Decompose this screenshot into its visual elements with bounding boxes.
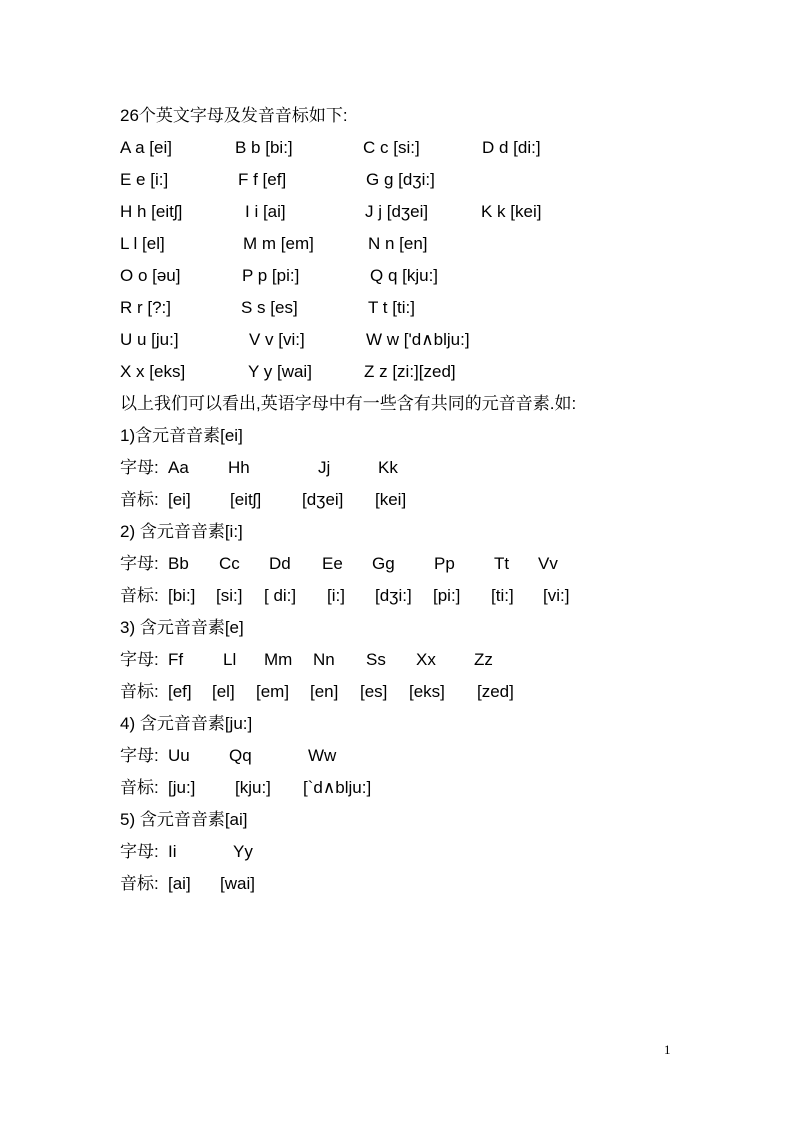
alphabet-entry: S s [es] [241,298,298,317]
alphabet-entry: C c [si:] [363,138,420,157]
alphabet-entry: O o [əu] [120,266,181,285]
alphabet-entry: E e [i:] [120,170,169,189]
phonetic: [`d∧blju:] [303,778,372,797]
phonetic: [ti:] [491,586,514,605]
letter-pair: Vv [538,554,558,573]
group-heading: 3) 含元音音素[e] [120,618,244,637]
letter-pair: Ss [366,650,386,669]
phonetic: [dʒei] [302,490,344,509]
letter-pair: Qq [229,746,252,765]
letter-pair: Ee [322,554,343,573]
alphabet-entry: N n [en] [368,234,428,253]
group-heading: 1)含元音音素[ei] [120,426,243,445]
phonetic: [i:] [327,586,345,605]
letter-pair: Jj [318,458,331,477]
letter-pair: Bb [168,554,189,573]
observation-text: 以上我们可以看出,英语字母中有一些含有共同的元音音素.如: [120,394,577,413]
alphabet-entry: T t [ti:] [368,298,415,317]
phonetics-label: 音标: [120,682,159,701]
alphabet-entry: A a [ei] [120,138,172,157]
phonetic: [bi:] [168,586,196,605]
letter-pair: Pp [434,554,455,573]
phonetic: [si:] [216,586,243,605]
alphabet-entry: V v [vi:] [249,330,305,349]
phonetic: [dʒi:] [375,586,412,605]
alphabet-entry: R r [?:] [120,298,172,317]
alphabet-entry: D d [di:] [482,138,541,157]
group-heading: 2) 含元音音素[i:] [120,522,243,541]
letter-pair: Hh [228,458,250,477]
letters-label: 字母: [120,554,159,573]
letter-pair: Ll [223,650,237,669]
phonetics-label: 音标: [120,586,159,605]
letters-label: 字母: [120,458,159,477]
phonetic: [ di:] [264,586,297,605]
intro-text: 26个英文字母及发音音标如下: [120,106,348,125]
letter-pair: Tt [494,554,510,573]
group-heading: 5) 含元音音素[ai] [120,810,248,829]
letter-pair: Ii [168,842,177,861]
letter-pair: Yy [233,842,253,861]
alphabet-entry: L l [el] [120,234,165,253]
letter-pair: Kk [378,458,398,477]
phonetics-label: 音标: [120,778,159,797]
group-heading: 4) 含元音音素[ju:] [120,714,253,733]
letter-pair: Xx [416,650,436,669]
letter-pair: Gg [372,554,395,573]
phonetic: [vi:] [543,586,570,605]
phonetic: [kju:] [235,778,271,797]
phonetics-label: 音标: [120,874,159,893]
letters-label: 字母: [120,842,159,861]
alphabet-entry: Y y [wai] [248,362,312,381]
alphabet-entry: Z z [zi:][zed] [364,362,456,381]
phonetic: [ei] [168,490,191,509]
phonetic: [zed] [477,682,514,701]
letters-label: 字母: [120,746,159,765]
alphabet-entry: B b [bi:] [235,138,293,157]
alphabet-entry: P p [pi:] [242,266,300,285]
alphabet-entry: H h [eitʃ] [120,202,183,221]
phonetic: [en] [310,682,339,701]
letter-pair: Uu [168,746,190,765]
alphabet-entry: K k [kei] [481,202,542,221]
phonetic: [es] [360,682,388,701]
alphabet-entry: X x [eks] [120,362,186,381]
letter-pair: Aa [168,458,189,477]
alphabet-entry: W w ['d∧blju:] [366,330,470,349]
phonetic: [el] [212,682,235,701]
letter-pair: Dd [269,554,291,573]
letters-label: 字母: [120,650,159,669]
alphabet-entry: M m [em] [243,234,314,253]
alphabet-entry: U u [ju:] [120,330,179,349]
phonetic: [pi:] [433,586,461,605]
letter-pair: Ww [308,746,337,765]
phonetics-label: 音标: [120,490,159,509]
letter-pair: Ff [168,650,184,669]
alphabet-entry: G g [dʒi:] [366,170,435,189]
phonetic: [ef] [168,682,192,701]
phonetic: [em] [256,682,290,701]
letter-pair: Zz [474,650,493,669]
letter-pair: Cc [219,554,240,573]
phonetic: [eitʃ] [230,490,262,509]
phonetic: [eks] [409,682,445,701]
alphabet-entry: J j [dʒei] [365,202,429,221]
phonetic: [wai] [220,874,255,893]
alphabet-entry: I i [ai] [245,202,286,221]
alphabet-entry: Q q [kju:] [370,266,439,285]
letter-pair: Mm [264,650,293,669]
alphabet-entry: F f [ef] [238,170,287,189]
letter-pair: Nn [313,650,335,669]
phonetic: [ju:] [168,778,196,797]
phonetic: [kei] [375,490,407,509]
page-number: 1 [664,1042,671,1057]
phonetic: [ai] [168,874,191,893]
